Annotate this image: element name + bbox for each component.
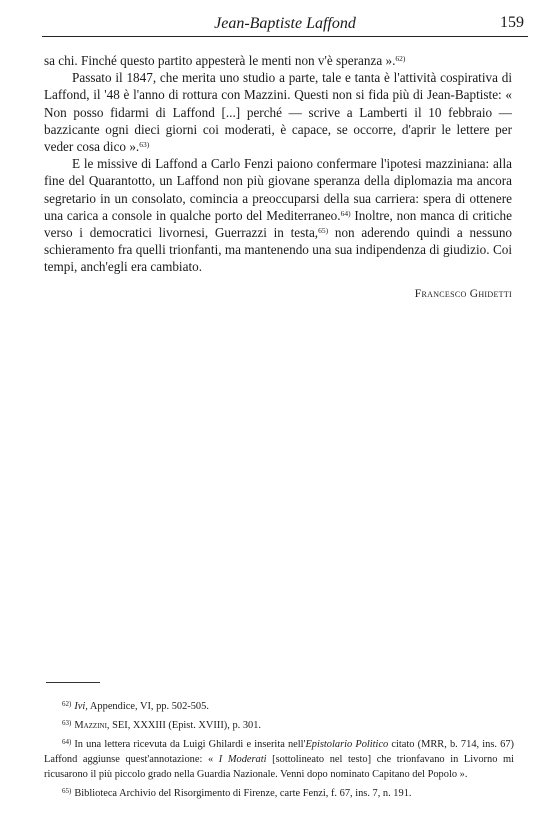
footnote-64 — [44, 735, 514, 782]
footnote-text-a: In una lettera ricevuta da Luigi Ghilardi e inserita nell' — [74, 739, 306, 750]
footnote-ref-63: 63) — [139, 140, 150, 150]
paragraph-1-text: sa chi. Finché questo partito appesterà le menti non v'è speranza ». — [44, 53, 396, 68]
footnote-text-b: citato (MRR, b. 714, ins. 67) Laffond aggiunse quest'annotazione: « — [44, 739, 514, 765]
footnote-italic-2: I Moderati — [218, 754, 267, 765]
footnote-ref-65: 65) — [318, 226, 329, 236]
footnote-italic: Epistolario Politico — [305, 739, 389, 750]
paragraph-3 — [44, 155, 512, 275]
page-number: 159 — [500, 14, 524, 31]
author-signature: Francesco Ghidetti — [414, 288, 512, 300]
footnote-ref-62: 62) — [395, 54, 406, 63]
footnote-text: SEI, XXXIII (Epist. XVIII), p. 301. — [109, 720, 262, 731]
paragraph-2 — [44, 69, 512, 155]
footnote-text: Biblioteca Archivio del Risorgimento di Firenze, carte Fenzi, f. 67, ins. 7, n. 191. — [74, 788, 412, 799]
paragraph-3-text-c: non aderendo quindi a nessuno schieramento fra quelli trionfanti, ma mantenendo una sua indipendenza di giudizio. Coi tempi, anch'egli era cambiato. — [44, 225, 513, 275]
footnote-number: 64) — [62, 738, 72, 746]
paragraph-2-text: Passato il 1847, che merita uno studio a parte, tale e tanta è l'attività cospirativa di Laffond, il '48 è l'anno di rottura con Mazzini. Questi non si fida più di Jean-Baptiste: « Non posso fidarmi di Laffond [...] perché — scrive a Lamberti il 10 febbraio — bazzicante ogni dieci giorni coi moderati, è capace, se occorre, d'aprir le lettere per veder cosa dico ». — [44, 70, 512, 155]
footnote-number: 62) — [62, 700, 72, 708]
footnote-text: Appendice, VI, pp. 502-505. — [87, 701, 209, 712]
paragraph-3-text-a: E le missive di Laffond a Carlo Fenzi paiono confermare l'ipotesi mazziniana: alla fine del Quarantotto, un Laffond non più giovane speranza della diplomazia ma ancora segretario in un consolato, comincia a preoccuparsi della sua carriera: spera di ottenere una carica a console in qualche porto del Mediterraneo. — [44, 156, 512, 223]
footnote-number: 63) — [62, 719, 72, 727]
running-title: Jean-Baptiste Laffond — [214, 15, 356, 32]
footnotes — [44, 697, 514, 803]
footnote-author: Mazzini, — [74, 720, 110, 731]
paragraph-3-text-b: Inoltre, non manca di critiche verso i democratici livornesi, Guerrazzi in testa, — [44, 207, 513, 241]
footnote-divider — [46, 682, 100, 683]
body-text — [44, 52, 512, 276]
footnote-italic: Ivi, — [74, 701, 88, 712]
footnote-number: 65) — [62, 787, 72, 795]
footnote-text-c: [sottolineato nel testo] che trionfavano in Livorno mi ricusarono il più piccolo grado nella Guardia Nazionale. Venni dopo nominato Capitano del Popolo ». — [44, 754, 514, 780]
footnote-62 — [44, 697, 514, 714]
footnote-65 — [44, 784, 514, 801]
footnote-ref-64: 64) — [340, 208, 351, 218]
footnote-63 — [44, 716, 514, 733]
page-header — [42, 12, 528, 37]
paragraph-1 — [44, 52, 512, 69]
